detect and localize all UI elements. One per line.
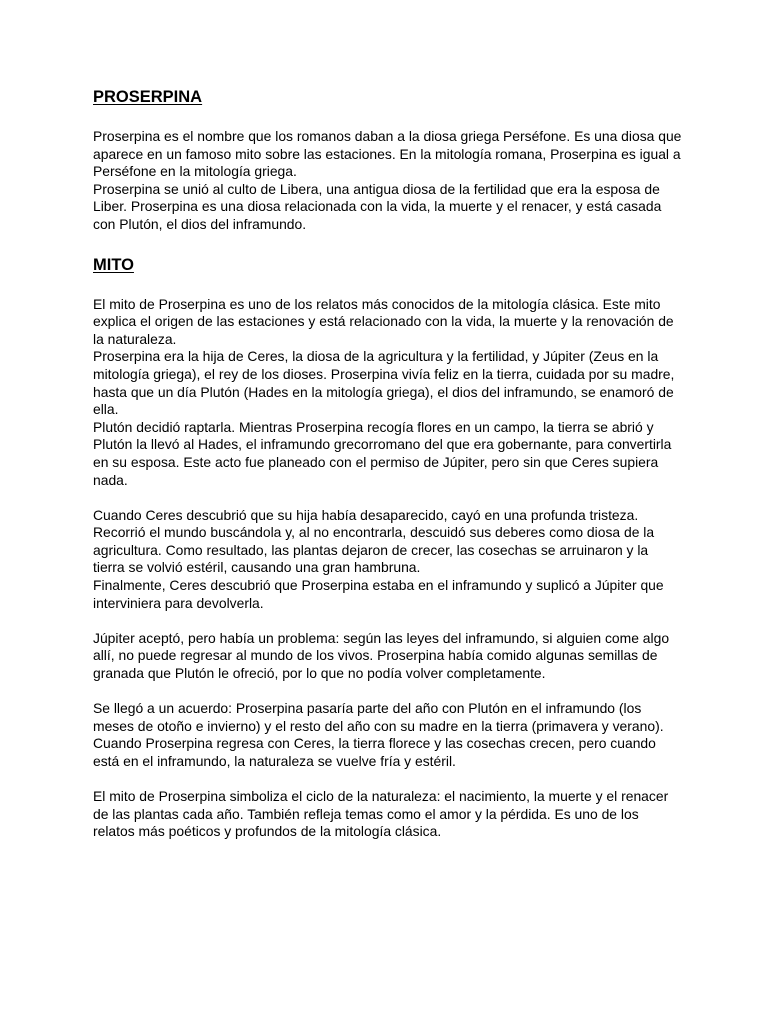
intro-paragraph-1: Proserpina es el nombre que los romanos daban a la diosa griega Perséfone. Es una diosa que aparece en un famoso mito sobre las estaciones. En la mitología romana, Proserpina es igual a Perséfone en la mitología griega. [93,128,682,180]
intro-paragraph-2: Proserpina se unió al culto de Libera, una antigua diosa de la fertilidad que era la esposa de Liber. Proserpina es una diosa relacionada con la vida, la muerte y el renacer, y está casada con Plutón, el dios del inframundo. [93,180,662,232]
document-title: PROSERPINA [93,88,203,106]
paragraph-spacer [93,612,683,630]
myth-paragraph-6: Júpiter aceptó, pero había un problema: según las leyes del inframundo, si alguien come algo allí, no puede regresar al mundo de los vivos. Proserpina había comido algunas semillas de granada que Plutón le ofreció, por lo que no podía volver completamente. [93,629,670,682]
myth-paragraph-3: Plutón decidió raptarla. Mientras Proserpina recogía flores en un campo, la tierra se abrió y Plutón la llevó al Hades, el inframundo grecorromano del que era gobernante, para convertirla en su esposa. Este acto fue planeado con el permiso de Júpiter, pero sin que Ceres supiera nada. [93,418,672,488]
myth-paragraph-5: Finalmente, Ceres descubrió que Proserpina estaba en el inframundo y suplicó a Júpiter que interviniera para devolverla. [93,577,664,611]
section-title-mito: MITO [93,255,134,274]
myth-paragraph-1: El mito de Proserpina es uno de los relatos más conocidos de la mitología clásica. Este mito explica el origen de las estaciones y está relacionado con la vida, la muerte y la renovación de la naturaleza. [93,295,674,347]
document-page [93,86,683,841]
paragraph-spacer [93,683,683,701]
myth-paragraph-4: Cuando Ceres descubrió que su hija había desaparecido, cayó en una profunda tristeza. Recorrió el mundo buscándola y, al no encontrarla, descuidó sus deberes como diosa de la agricultura. Como resultado, las plantas dejaron de crecer, las cosechas se arruinaron y la tierra se volvió estéril, causando una gran hambruna. [93,506,655,576]
myth-paragraph-8: El mito de Proserpina simboliza el ciclo de la naturaleza: el nacimiento, la muerte y el renacer de las plantas cada año. También refleja temas como el amor y la pérdida. Es uno de los relatos más poéticos y profundos de la mitología clásica. [93,788,669,840]
paragraph-spacer [93,771,683,789]
myth-paragraph-2: Proserpina era la hija de Ceres, la diosa de la agricultura y la fertilidad, y Júpiter (Zeus en la mitología griega), el rey de los dioses. Proserpina vivía feliz en la tierra, cuidada por su madre, hasta que un día Plutón (Hades en la mitología griega), el dios del inframundo, se enamoró de ella. [93,348,675,418]
myth-paragraph-7: Se llegó a un acuerdo: Proserpina pasaría parte del año con Plutón en el inframundo (los meses de otoño e invierno) y el resto del año con su madre en la tierra (primavera y verano). Cuando Proserpina regresa con Ceres, la tierra florece y las cosechas crecen, pero cuando está en el inframundo, la naturaleza se vuelve fría y estéril. [93,700,664,769]
paragraph-spacer [93,489,683,507]
